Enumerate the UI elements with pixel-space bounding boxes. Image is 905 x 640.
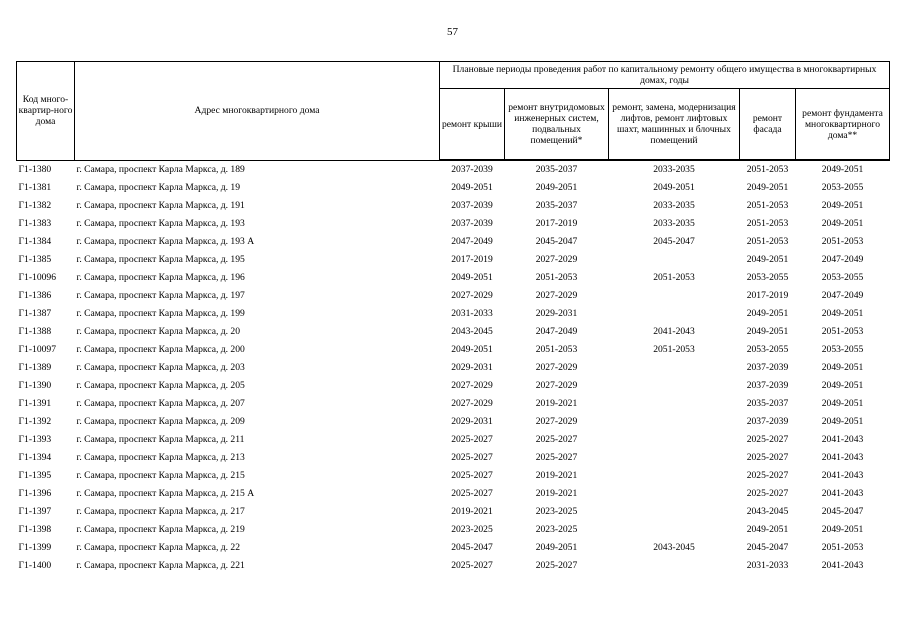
cell-engineering: 2025-2027 [535,434,578,445]
cell-foundation: 2049-2051 [821,218,864,229]
cell-lifts [609,305,740,323]
cell-facade: 2037-2039 [746,416,789,427]
cell-lifts [609,485,740,503]
cell-lifts [609,287,740,305]
table-row [17,305,890,323]
cell-facade: 2049-2051 [746,254,789,265]
cell-code: Г1-1386 [18,290,52,301]
cell-code: Г1-1383 [18,218,52,229]
cell-address: г. Самара, проспект Карла Маркса, д. 20 [76,326,241,337]
table-row [17,395,890,413]
cell-code: Г1-1400 [18,560,52,571]
cell-lifts: 2033-2035 [653,164,695,175]
cell-address: г. Самара, проспект Карла Маркса, д. 193 А [76,236,255,247]
cell-engineering: 2029-2031 [535,308,578,319]
cell-roof: 2019-2021 [451,506,493,517]
cell-foundation: 2041-2043 [821,470,864,481]
table-row [17,160,890,179]
cell-engineering: 2027-2029 [535,290,578,301]
table-row [17,233,890,251]
cell-address: г. Самара, проспект Карла Маркса, д. 209 [76,416,245,427]
cell-lifts [609,359,740,377]
cell-roof: 2029-2031 [451,416,493,427]
cell-facade: 2051-2053 [746,218,789,229]
cell-foundation: 2049-2051 [821,164,864,175]
cell-address: г. Самара, проспект Карла Маркса, д. 193 [76,218,245,229]
cell-address: г. Самара, проспект Карла Маркса, д. 215 [76,470,245,481]
cell-foundation: 2049-2051 [821,398,864,409]
cell-foundation: 2053-2055 [821,272,864,283]
cell-engineering: 2017-2019 [535,218,578,229]
header-lifts: ремонт, замена, модернизация лифтов, ремонт лифтовых шахт, машинных и блочных помещений [609,89,740,161]
cell-engineering: 2019-2021 [535,488,578,499]
cell-roof: 2043-2045 [451,326,493,337]
table-row [17,323,890,341]
cell-address: г. Самара, проспект Карла Маркса, д. 221 [76,560,245,571]
cell-address: г. Самара, проспект Карла Маркса, д. 213 [76,452,245,463]
cell-engineering: 2023-2025 [535,524,578,535]
table-row [17,521,890,539]
cell-facade: 2025-2027 [746,434,789,445]
cell-lifts [609,521,740,539]
table-row [17,557,890,575]
cell-code: Г1-1397 [18,506,52,517]
table-row [17,413,890,431]
table-body [17,160,890,575]
cell-address: г. Самара, проспект Карла Маркса, д. 191 [76,200,245,211]
cell-address: г. Самара, проспект Карла Маркса, д. 217 [76,506,245,517]
cell-engineering: 2025-2027 [535,452,578,463]
cell-code: Г1-1380 [18,163,52,175]
cell-foundation: 2049-2051 [821,200,864,211]
cell-roof: 2037-2039 [451,164,493,175]
cell-foundation: 2047-2049 [821,290,864,301]
table-row [17,179,890,197]
header-engineering: ремонт внутридомовых инженерных систем, подвальных помещений* [505,89,609,161]
cell-engineering: 2049-2051 [535,182,578,193]
cell-roof: 2025-2027 [451,434,493,445]
cell-roof: 2025-2027 [451,470,493,481]
cell-roof: 2037-2039 [451,218,493,229]
cell-foundation: 2051-2053 [821,236,864,247]
cell-facade: 2049-2051 [746,308,789,319]
cell-code: Г1-1390 [18,380,52,391]
cell-lifts [609,377,740,395]
cell-foundation: 2045-2047 [821,506,864,517]
header-facade: ремонт фасада [740,89,796,161]
cell-code: Г1-1385 [18,254,52,265]
cell-lifts [609,395,740,413]
table-row [17,503,890,521]
cell-roof: 2037-2039 [451,200,493,211]
header-periods-group: Плановые периоды проведения работ по капитальному ремонту общего имущества в многоквартирных домах, годы [440,62,890,89]
table-row [17,485,890,503]
cell-code: Г1-10096 [18,272,57,283]
cell-engineering: 2027-2029 [535,416,578,427]
table-row [17,377,890,395]
table-row [17,287,890,305]
cell-address: г. Самара, проспект Карла Маркса, д. 197 [76,290,245,301]
cell-engineering: 2027-2029 [535,362,578,373]
cell-code: Г1-1387 [18,308,52,319]
cell-engineering: 2019-2021 [535,470,578,481]
cell-foundation: 2049-2051 [821,524,864,535]
cell-foundation: 2049-2051 [821,362,864,373]
cell-code: Г1-1399 [18,542,52,553]
cell-foundation: 2051-2053 [821,326,864,337]
cell-engineering: 2051-2053 [535,344,578,355]
cell-code: Г1-1392 [18,416,52,427]
cell-roof: 2027-2029 [451,380,493,391]
cell-roof: 2027-2029 [451,290,493,301]
cell-foundation: 2047-2049 [821,254,864,265]
cell-facade: 2045-2047 [746,542,789,553]
cell-facade: 2025-2027 [746,488,789,499]
table-row [17,215,890,233]
table-row [17,431,890,449]
header-code: Код много-квартир-ного дома [17,62,75,161]
cell-engineering: 2027-2029 [535,254,578,265]
cell-facade: 2053-2055 [746,272,789,283]
cell-roof: 2045-2047 [451,542,493,553]
cell-facade: 2043-2045 [746,506,789,517]
header-roof: ремонт крыши [440,89,505,161]
cell-foundation: 2041-2043 [821,452,864,463]
cell-roof: 2025-2027 [451,488,493,499]
table-row [17,341,890,359]
cell-facade: 2025-2027 [746,452,789,463]
cell-address: г. Самара, проспект Карла Маркса, д. 200 [76,344,245,355]
cell-facade: 2017-2019 [746,290,789,301]
cell-roof: 2017-2019 [451,254,493,265]
cell-roof: 2049-2051 [451,182,493,193]
cell-foundation: 2051-2053 [821,542,864,553]
cell-address: г. Самара, проспект Карла Маркса, д. 215 А [76,488,255,499]
cell-code: Г1-1396 [18,488,52,499]
cell-address: г. Самара, проспект Карла Маркса, д. 207 [76,398,245,409]
header-address: Адрес многоквартирного дома [75,62,440,161]
cell-lifts [609,557,740,575]
cell-code: Г1-1394 [18,452,52,463]
cell-lifts: 2033-2035 [653,200,695,211]
cell-lifts [609,449,740,467]
cell-facade: 2053-2055 [746,344,789,355]
cell-engineering: 2047-2049 [535,326,578,337]
cell-foundation: 2053-2055 [821,182,864,193]
table-header [17,62,890,161]
cell-code: Г1-1389 [18,362,52,373]
cell-lifts: 2049-2051 [653,182,695,193]
cell-roof: 2049-2051 [451,272,493,283]
cell-foundation: 2049-2051 [821,308,864,319]
cell-code: Г1-1388 [18,326,52,337]
cell-engineering: 2035-2037 [535,200,578,211]
cell-roof: 2025-2027 [451,560,493,571]
cell-address: г. Самара, проспект Карла Маркса, д. 19 [76,182,241,193]
table-row [17,359,890,377]
cell-lifts [609,431,740,449]
cell-foundation: 2041-2043 [821,560,864,571]
cell-code: Г1-1381 [18,182,52,193]
cell-code: Г1-10097 [18,344,57,355]
cell-engineering: 2027-2029 [535,380,578,391]
cell-code: Г1-1382 [18,200,52,211]
cell-address: г. Самара, проспект Карла Маркса, д. 219 [76,524,245,535]
cell-address: г. Самара, проспект Карла Маркса, д. 203 [76,362,245,373]
cell-address: г. Самара, проспект Карла Маркса, д. 189 [76,163,245,175]
cell-address: г. Самара, проспект Карла Маркса, д. 199 [76,308,245,319]
cell-engineering: 2049-2051 [535,542,578,553]
cell-roof: 2047-2049 [451,236,493,247]
cell-engineering: 2019-2021 [535,398,578,409]
cell-facade: 2051-2053 [746,236,789,247]
cell-lifts: 2051-2053 [653,344,695,355]
cell-facade: 2037-2039 [746,380,789,391]
table-row [17,251,890,269]
cell-code: Г1-1391 [18,398,52,409]
cell-lifts: 2045-2047 [653,236,695,247]
cell-facade: 2037-2039 [746,362,789,373]
table-row [17,197,890,215]
cell-facade: 2031-2033 [746,560,789,571]
cell-address: г. Самара, проспект Карла Маркса, д. 195 [76,254,245,265]
cell-roof: 2027-2029 [451,398,493,409]
cell-engineering: 2051-2053 [535,272,578,283]
page-number: 57 [447,26,458,38]
cell-roof: 2049-2051 [451,344,493,355]
cell-lifts: 2043-2045 [653,542,695,553]
cell-foundation: 2049-2051 [821,380,864,391]
cell-address: г. Самара, проспект Карла Маркса, д. 211 [76,434,245,445]
cell-engineering: 2045-2047 [535,236,578,247]
cell-foundation: 2041-2043 [821,434,864,445]
cell-foundation: 2053-2055 [821,344,864,355]
cell-lifts [609,503,740,521]
cell-code: Г1-1395 [18,470,52,481]
cell-roof: 2029-2031 [451,362,493,373]
cell-facade: 2049-2051 [746,182,789,193]
cell-facade: 2051-2053 [746,200,789,211]
cell-facade: 2049-2051 [746,524,789,535]
cell-facade: 2049-2051 [746,326,789,337]
cell-lifts: 2033-2035 [653,218,695,229]
cell-roof: 2031-2033 [451,308,493,319]
cell-lifts: 2051-2053 [653,272,695,283]
cell-facade: 2025-2027 [746,470,789,481]
cell-address: г. Самара, проспект Карла Маркса, д. 22 [76,542,241,553]
cell-address: г. Самара, проспект Карла Маркса, д. 205 [76,380,245,391]
cell-lifts [609,251,740,269]
cell-engineering: 2023-2025 [535,506,578,517]
cell-foundation: 2041-2043 [821,488,864,499]
cell-lifts [609,413,740,431]
cell-facade: 2051-2053 [746,164,789,175]
cell-code: Г1-1398 [18,524,52,535]
table-row [17,269,890,287]
cell-code: Г1-1393 [18,434,52,445]
cell-address: г. Самара, проспект Карла Маркса, д. 196 [76,272,245,283]
table-row [17,467,890,485]
cell-engineering: 2025-2027 [535,560,578,571]
cell-roof: 2023-2025 [451,524,493,535]
cell-roof: 2025-2027 [451,452,493,463]
table-row [17,449,890,467]
cell-code: Г1-1384 [18,236,52,247]
header-foundation: ремонт фундамента многоквартирного дома** [796,89,890,161]
capital-repair-table [16,61,890,575]
cell-facade: 2035-2037 [746,398,789,409]
cell-foundation: 2049-2051 [821,416,864,427]
table-row [17,539,890,557]
cell-lifts [609,467,740,485]
cell-lifts: 2041-2043 [653,326,695,337]
cell-engineering: 2035-2037 [535,164,578,175]
